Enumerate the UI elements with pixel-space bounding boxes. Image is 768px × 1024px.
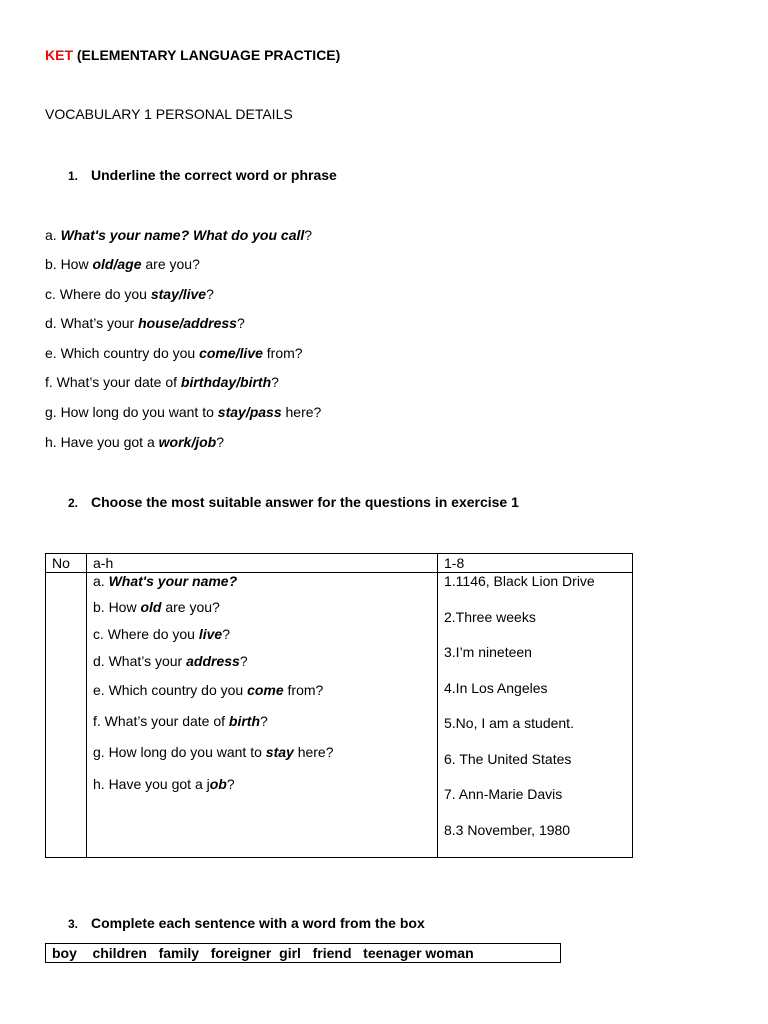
exercise1-heading-text: Underline the correct word or phrase [91,167,337,183]
table-question-keyword: live [198,626,223,642]
question-item-keyword: old/age [92,256,142,272]
title-text: (ELEMENTARY LANGUAGE PRACTICE) [76,47,341,63]
question-item [45,227,312,243]
question-item-text: h. Have you got a [45,434,159,450]
table-question-text-end: from? [283,682,324,698]
table-question-keyword: What's your name? [108,573,238,589]
table-question [93,573,237,589]
exercise3-heading [68,915,425,931]
table-question-text: c. Where do you [93,626,199,642]
question-item-text-end: from? [262,345,303,361]
table-question-keyword: birth [228,713,261,729]
title-prefix: KET [45,47,73,63]
table-question [93,776,235,792]
exercise1-number: 1. [68,169,79,183]
exercise2-heading [68,494,519,510]
question-item-keyword: stay/pass [217,404,282,420]
table-question-text: a. [93,573,109,589]
table-question-text-end: here? [293,744,334,760]
question-item [45,345,303,361]
question-item-text: d. What’s your [45,315,139,331]
table-answer: 5.No, I am a student. [444,715,574,731]
questions-cell [87,573,438,858]
question-item-keyword: come/live [199,345,263,361]
question-item-text-end: are you? [141,256,200,272]
table-question-text-end: ? [226,776,235,792]
question-item-text: a. [45,227,61,243]
table-question-keyword: address [186,653,240,669]
table-row [46,573,633,858]
table-question-keyword: old [140,599,162,615]
table-question-text: b. How [93,599,141,615]
header-a-h: a-h [87,554,438,573]
exercise3-number: 3. [68,917,79,931]
question-item-text: c. Where do you [45,286,151,302]
question-item-keyword: house/address [138,315,237,331]
table-question [93,626,230,642]
table-question-text: g. How long do you want to [93,744,266,760]
table-question [93,682,323,698]
question-item-text: f. What’s your date of [45,374,181,390]
table-question-keyword: stay [265,744,294,760]
table-header-row [46,554,633,573]
table-answer: 2.Three weeks [444,609,536,625]
question-item [45,434,224,450]
question-item-keyword: stay/live [150,286,207,302]
table-question-keyword: ob [209,776,227,792]
table-question [93,744,334,760]
question-item-text-end: ? [304,227,313,243]
exercise1-heading [68,167,337,183]
table-question-text-end: ? [239,653,248,669]
table-question-text: d. What’s your [93,653,187,669]
question-item [45,404,321,420]
table-question-text-end: ? [222,626,230,642]
question-item-keyword: birthday/birth [180,374,272,390]
table-question-text-end: ? [260,713,268,729]
answers-table [45,553,633,858]
exercise3-heading-text: Complete each sentence with a word from the box [91,915,425,931]
table-question-keyword: come [247,682,284,698]
header-1-8: 1-8 [438,554,633,573]
table-answer: 3.I’m nineteen [444,644,532,660]
table-question-text: e. Which country do you [93,682,248,698]
table-answer: 7. Ann-Marie Davis [444,786,563,802]
table-answer: 6. The United States [444,751,572,767]
answers-cell [438,573,633,858]
section-subtitle: VOCABULARY 1 PERSONAL DETAILS [45,106,293,122]
table-question [93,653,248,669]
question-item [45,315,245,331]
table-question-text: f. What’s your date of [93,713,229,729]
question-item [45,256,200,272]
table-answer: 4.In Los Angeles [444,680,548,696]
no-cell [46,573,87,858]
exercise2-heading-text: Choose the most suitable answer for the questions in exercise 1 [91,494,519,510]
document-title [45,47,340,63]
table-answer: 8.3 November, 1980 [444,822,571,838]
table-question-text: h. Have you got a j [93,776,210,792]
question-item-keyword: work/job [158,434,217,450]
header-no: No [46,554,87,573]
question-item-text-end: ? [236,315,245,331]
question-item-text-end: ? [216,434,224,450]
table-question-text-end: are you? [161,599,220,615]
word-box [45,943,561,963]
question-item-text: b. How [45,256,93,272]
question-item [45,374,279,390]
table-question [93,599,220,615]
question-item-text-end: here? [281,404,322,420]
question-item-text-end: ? [271,374,279,390]
question-item [45,286,214,302]
question-item-text: g. How long do you want to [45,404,218,420]
table-answer: 1.1146, Black Lion Drive [444,573,595,589]
question-item-text-end: ? [206,286,214,302]
table-question [93,713,268,729]
word-box-text: boy children family foreigner girl friend teenager woman [52,945,474,961]
exercise2-number: 2. [68,496,79,510]
question-item-text: e. Which country do you [45,345,200,361]
question-item-keyword: What's your name? What do you call [60,227,305,243]
